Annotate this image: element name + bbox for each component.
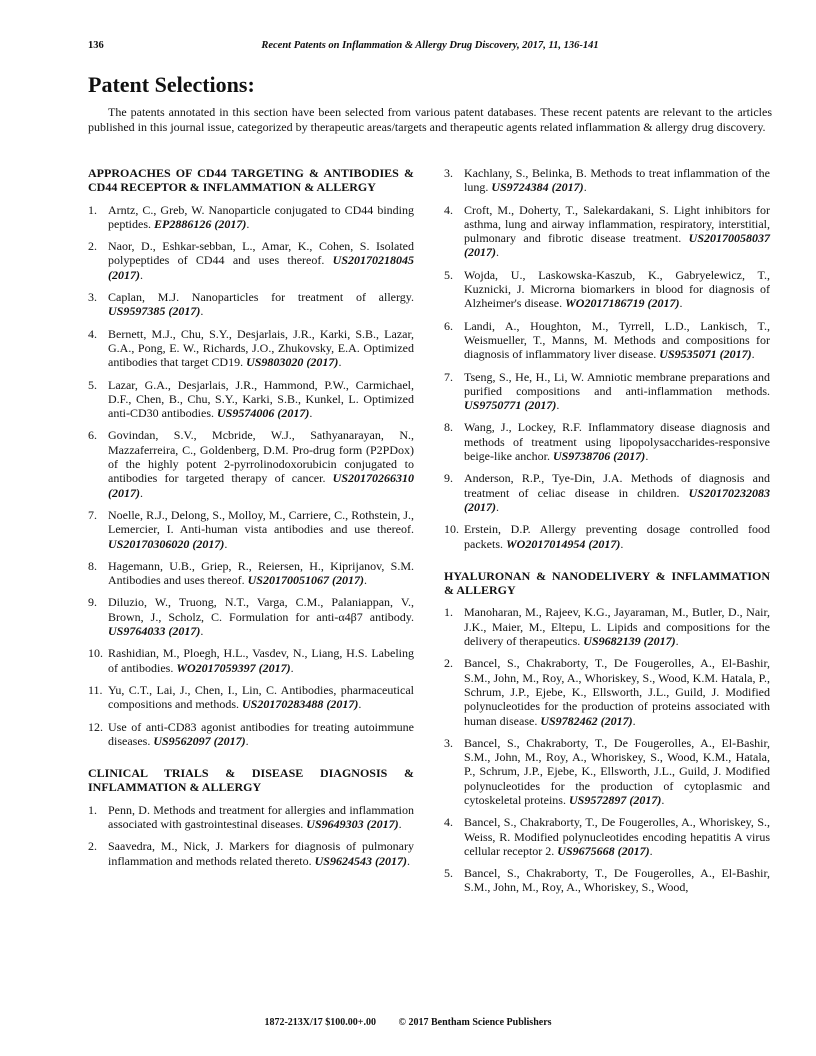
period: . — [675, 634, 679, 649]
patent-list-item — [88, 508, 414, 551]
period: . — [751, 347, 755, 362]
period: . — [338, 355, 342, 370]
patent-number: US9750771 (2017) — [464, 398, 557, 413]
item-number: 4. — [444, 202, 453, 217]
citation-text: Govindan, S.V., Mcbride, W.J., Sathyanarayan, N., Mazzaferreira, C., Goldenberg, D.M. Pro-drug form (P2PDox) of the highly potent 2-pyrrolinodoxorubicin conjugated to antibodies for targeted therapy of cancer. — [108, 428, 414, 486]
period: . — [496, 245, 499, 260]
item-number: 1. — [88, 202, 97, 217]
patent-number: US9649303 (2017) — [306, 816, 399, 831]
copyright: © 2017 Bentham Science Publishers — [398, 1017, 552, 1028]
citation-text: Diluzio, W., Truong, N.T., Varga, C.M., Palaniappan, V., Brown, J., Scholz, C. Formulation for anti-α4β7 antibody. — [108, 595, 414, 624]
item-number: 4. — [444, 815, 453, 830]
item-number: 6. — [88, 428, 97, 443]
citation-text: Saavedra, M., Nick, J. Markers for diagnosis of pulmonary inflammation and methods related thereto. — [108, 839, 414, 868]
patent-number: US20170283488 (2017) — [242, 697, 359, 712]
item-text — [108, 559, 414, 588]
period: . — [556, 398, 560, 413]
item-number: 3. — [444, 166, 453, 180]
patent-number: US9597385 (2017) — [108, 304, 201, 319]
item-number: 7. — [444, 369, 453, 384]
item-text — [108, 290, 414, 319]
item-number: 3. — [444, 735, 453, 750]
item-text — [108, 378, 414, 421]
item-number: 9. — [88, 595, 97, 610]
item-text — [464, 370, 770, 413]
item-text — [108, 646, 414, 675]
item-number: 6. — [444, 318, 453, 333]
citation-text: Landi, A., Houghton, M., Tyrrell, L.D., Lankisch, T., Weismueller, T., Manns, M. Methods and compositions for diagnosis of inflammatory liver disease. — [464, 318, 770, 362]
item-text — [464, 268, 770, 311]
patent-list-item — [88, 839, 414, 868]
item-number: 2. — [444, 656, 453, 671]
item-number: 5. — [88, 377, 97, 392]
patent-number: US9562097 (2017) — [153, 733, 246, 748]
citation-text: Rashidian, M., Ploegh, H.L., Vasdev, N., Liang, H.S. Labeling of antibodies. — [108, 646, 414, 675]
patent-list-item — [88, 327, 414, 370]
citation-text: Caplan, M.J. Nanoparticles for treatment of allergy. — [108, 290, 414, 305]
citation-text: Kachlany, S., Belinka, B. Methods to treat inflammation of the lung. — [464, 166, 770, 195]
period: . — [358, 697, 362, 712]
period: . — [496, 499, 499, 514]
period: . — [200, 304, 204, 319]
citation-text: Lazar, G.A., Desjarlais, J.R., Hammond, P.W., Carmichael, D.F., Chen, B., Chu, S.Y., Karki, S.B., Kunkel, L. Optimized anti-CD30 antibodies. — [108, 377, 414, 421]
citation-text: Anderson, R.P., Tye-Din, J.A. Methods of diagnosis and treatment of celiac disease in children. — [464, 471, 770, 500]
patent-list-item — [88, 559, 414, 588]
item-number: 3. — [88, 290, 97, 305]
patent-list-item — [444, 471, 770, 514]
patent-list-item — [88, 646, 414, 675]
patent-list-item — [88, 290, 414, 319]
patent-list-item — [88, 203, 414, 232]
item-text — [464, 420, 770, 463]
item-text — [108, 683, 414, 712]
item-number: 10. — [444, 522, 459, 537]
period: . — [290, 660, 294, 675]
item-number: 8. — [444, 420, 453, 435]
item-text — [108, 203, 414, 232]
citation-text: Bancel, S., Chakraborty, T., De Fougerolles, A., El-Bashir, S.M., John, M., Roy, A., Whoriskey, S., Wood, K.M., Hatala, P., Schrum, J.P., Ejebe, K., Ellsworth, J.L., Guild, J. Modified polynucleotides for the production of cytoplasmic and cytoskeletal proteins. — [464, 735, 770, 807]
item-text — [108, 803, 414, 832]
citation-text: Bancel, S., Chakraborty, T., De Fougerolles, A., El-Bashir, S.M., John, M., Roy, A., Whoriskey, S., Wood, — [464, 866, 770, 895]
item-text — [464, 605, 770, 648]
item-text — [464, 522, 770, 551]
citation-text: Wang, J., Lockey, R.F. Inflammatory disease diagnosis and methods of treatment using lipopolysaccharides-responsive beige-like anchor. — [464, 420, 770, 464]
item-text — [464, 319, 770, 362]
item-text — [464, 815, 770, 858]
patent-list-item — [444, 268, 770, 311]
patent-list-item — [88, 803, 414, 832]
item-number: 10. — [88, 646, 103, 661]
issn-price: 1872-213X/17 $100.00+.00 — [264, 1017, 376, 1028]
period: . — [632, 713, 636, 728]
period: . — [583, 180, 587, 195]
item-text — [108, 327, 414, 370]
patent-number: WO2017059397 (2017) — [176, 660, 291, 675]
section-heading: HYALURONAN & NANODELIVERY & INFLAMMATION & ALLERGY — [444, 568, 770, 598]
patent-number: US9624543 (2017) — [314, 853, 407, 868]
period: . — [645, 449, 649, 464]
citation-text: Bernett, M.J., Chu, S.Y., Desjarlais, J.R., Karki, S.B., Lazar, G.A., Pong, E. W., Richards, J.O., Zhukovsky, E.A. Optimized antibodies that target CD19. — [108, 326, 414, 370]
item-number: 1. — [88, 802, 97, 817]
patent-number: US9738706 (2017) — [552, 449, 646, 464]
citation-text: Yu, C.T., Lai, J., Chen, I., Lin, C. Antibodies, pharmaceutical compositions and methods. — [108, 682, 414, 712]
item-text — [108, 720, 414, 749]
period: . — [661, 792, 665, 807]
patent-number: US9574006 (2017) — [216, 406, 310, 421]
patent-number: US20170058037 (2017) — [464, 231, 770, 260]
patent-number: US9682139 (2017) — [583, 634, 676, 649]
citation-text: Penn, D. Methods and treatment for allergies and inflammation associated with gastrointestinal diseases. — [108, 802, 414, 831]
patent-list-item — [444, 420, 770, 463]
citation-text: Use of anti-CD83 agonist antibodies for treating autoimmune diseases. — [108, 719, 414, 748]
patent-list-item — [444, 656, 770, 727]
right-column — [444, 166, 770, 903]
patent-list-item — [444, 166, 770, 195]
item-number: 9. — [444, 471, 453, 486]
patent-number: US20170051067 (2017) — [247, 573, 364, 588]
citation-text: Bancel, S., Chakraborty, T., De Fougerolles, A., Whoriskey, S., Weiss, R. Modified polynucleotides encoding hepatitis A virus cellular receptor 2. — [464, 815, 770, 858]
patent-list-item — [88, 378, 414, 421]
patent-number: US9764033 (2017) — [108, 624, 201, 639]
period: . — [200, 624, 204, 639]
citation-text: Naor, D., Eshkar-sebban, L., Amar, K., Cohen, S. Isolated polypeptides of CD44 and uses thereof. — [108, 239, 414, 268]
citation-text: Croft, M., Doherty, T., Salekardakani, S. Light inhibitors for asthma, lung and airway inflammation, respiratory, interstitial, pulmonary and fibrotic disease treatment. — [464, 202, 770, 246]
citation-text: Erstein, D.P. Allergy preventing dosage controlled food packets. — [464, 522, 770, 551]
patent-list-item — [444, 866, 770, 895]
citation-text: Manoharan, M., Rajeev, K.G., Jayaraman, M., Butler, D., Nair, J.K., Maier, M., Eltepu, L. Lipids and compositions for the delivery of therapeutics. — [464, 605, 770, 649]
patent-list-item — [88, 595, 414, 638]
patent-number: US20170218045 (2017) — [108, 253, 414, 282]
patent-number: US9724384 (2017) — [491, 180, 584, 195]
period: . — [620, 536, 624, 551]
patent-list-item — [444, 203, 770, 260]
item-number: 7. — [88, 507, 97, 522]
item-text — [464, 736, 770, 807]
item-text — [464, 866, 770, 895]
citation-text: Bancel, S., Chakraborty, T., De Fougerolles, A., El-Bashir, S.M., John, M., Roy, A., Whoriskey, S., Wood, K.M. Hatala, P., Schrum, J.P., Ejebe, K., Ellsworth, J.L., Guild, J. Modified polynucleotides for the production of proteins associated with human disease. — [464, 656, 770, 728]
patent-number: US9782462 (2017) — [540, 713, 633, 728]
period: . — [363, 573, 367, 588]
patent-list-item — [88, 239, 414, 282]
patent-list-item — [88, 428, 414, 499]
item-text — [108, 839, 414, 868]
patent-number: US20170266310 (2017) — [108, 471, 414, 500]
patent-list-item — [444, 815, 770, 858]
citation-text: Hagemann, U.B., Griep, R., Reiersen, H., Kiprijanov, S.M. Antibodies and uses thereof. — [108, 558, 414, 588]
journal-citation: Recent Patents on Inflammation & Allergy Drug Discovery, 2017, 11, 136-141 — [261, 40, 599, 51]
citation-text: Tseng, S., He, H., Li, W. Amniotic membrane preparations and purified compositions and anti-inflammation methods. — [464, 369, 770, 398]
period: . — [246, 216, 250, 231]
period: . — [679, 296, 683, 311]
item-text — [108, 428, 414, 499]
period: . — [398, 816, 402, 831]
item-text — [464, 656, 770, 727]
period: . — [649, 843, 653, 858]
patent-number: US9803020 (2017) — [246, 355, 339, 370]
patent-list-item — [444, 319, 770, 362]
patent-number: US9675668 (2017) — [557, 843, 650, 858]
citation-text: Arntz, C., Greb, W. Nanoparticle conjugated to CD44 binding peptides. — [108, 202, 414, 231]
citation-text: Noelle, R.J., Delong, S., Molloy, M., Carriere, C., Rothstein, J., Lemercier, I. Anti-human vista antibodies and use thereof. — [108, 507, 414, 537]
patent-list-item — [444, 370, 770, 413]
page-title: Patent Selections: — [88, 72, 255, 97]
item-text — [464, 203, 770, 260]
patent-number: US9572897 (2017) — [568, 792, 662, 807]
patent-number: US20170306020 (2017) — [108, 536, 225, 551]
patent-number: WO2017014954 (2017) — [505, 536, 621, 551]
patent-list-item — [88, 720, 414, 749]
left-column — [88, 166, 414, 876]
patent-list-item — [444, 605, 770, 648]
patent-number: EP2886126 (2017) — [154, 216, 247, 231]
item-text — [108, 239, 414, 282]
patent-list-item — [88, 683, 414, 712]
item-text — [464, 166, 770, 195]
section-heading: CLINICAL TRIALS & DISEASE DIAGNOSIS & INFLAMMATION & ALLERGY — [88, 766, 414, 795]
item-text — [108, 508, 414, 551]
period: . — [406, 853, 410, 868]
item-number: 2. — [88, 239, 97, 254]
item-number: 5. — [444, 267, 453, 282]
patent-number: WO2017186719 (2017) — [565, 296, 680, 311]
item-text — [464, 471, 770, 514]
footer — [0, 1017, 816, 1028]
item-number: 4. — [88, 326, 97, 341]
page-number: 136 — [88, 40, 104, 51]
period: . — [245, 733, 249, 748]
item-number: 5. — [444, 866, 453, 881]
patent-list-item — [444, 736, 770, 807]
item-number: 8. — [88, 558, 97, 573]
item-text — [108, 595, 414, 638]
patent-number: US9535071 (2017) — [659, 347, 752, 362]
period: . — [140, 267, 143, 282]
period: . — [140, 485, 143, 500]
item-number: 2. — [88, 839, 97, 854]
citation-text: Wojda, U., Laskowska-Kaszub, K., Gabryelewicz, T., Kuznicki, J. Microrna biomarkers in blood for diagnosis of Alzheimer's disease. — [464, 267, 770, 311]
intro-paragraph: The patents annotated in this section have been selected from various patent databases. These recent patents are relevant to the articles published in this journal issue, categorized by therapeutic areas/targets and therapeutic agents related inflammation & allergy drug discovery. — [88, 105, 772, 134]
item-number: 1. — [444, 605, 453, 620]
item-number: 11. — [88, 682, 103, 697]
section-heading: APPROACHES OF CD44 TARGETING & ANTIBODIES & CD44 RECEPTOR & INFLAMMATION & ALLERGY — [88, 166, 414, 195]
patent-list-item — [444, 522, 770, 551]
item-number: 12. — [88, 719, 103, 734]
patent-number: US20170232083 (2017) — [464, 485, 770, 514]
period: . — [224, 536, 228, 551]
period: . — [309, 406, 313, 421]
